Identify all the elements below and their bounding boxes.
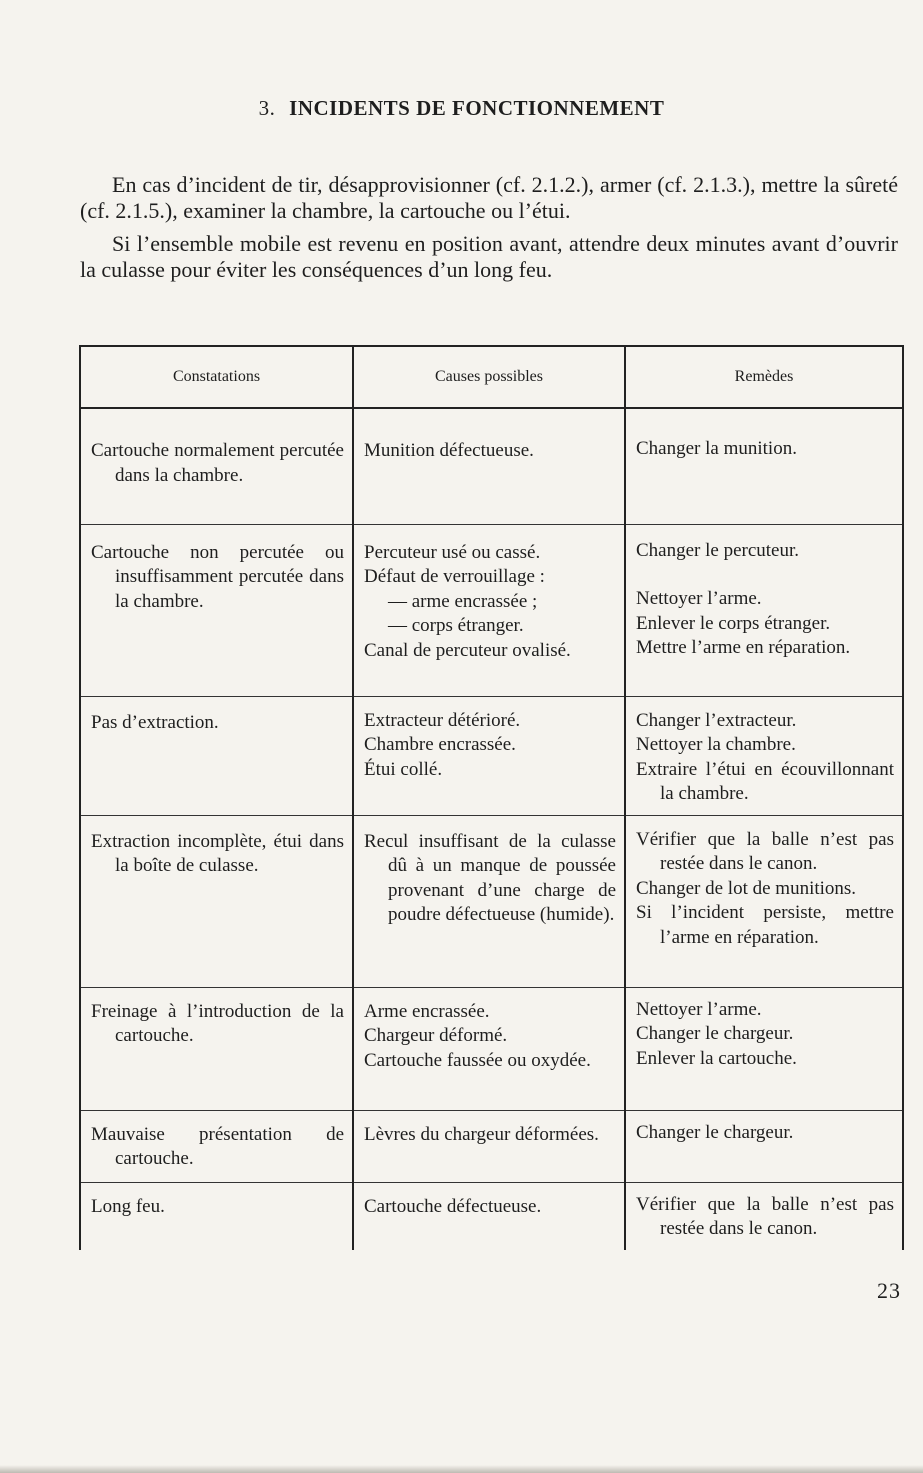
remede-item: Changer de lot de munitions. bbox=[636, 877, 857, 899]
table-header-row bbox=[80, 346, 903, 408]
remedes-cell bbox=[625, 408, 903, 524]
section-number: 3. bbox=[258, 96, 276, 120]
table-row bbox=[80, 524, 903, 696]
remede-item: Nettoyer l’arme. bbox=[636, 998, 762, 1020]
intro-text bbox=[80, 172, 898, 290]
constatation-cell bbox=[80, 524, 353, 696]
cause-subitem: — arme encrassée ; bbox=[388, 590, 538, 612]
constatation-text: Freinage à l’introduction de la cartouche. bbox=[91, 1000, 344, 1046]
table-row bbox=[80, 1182, 903, 1250]
remede-item: Vérifier que la balle n’est pas restée dans le canon. bbox=[636, 1193, 894, 1239]
remede-item: Vérifier que la balle n’est pas restée dans le canon. bbox=[636, 828, 894, 874]
constatation-text: Long feu. bbox=[91, 1195, 165, 1217]
page-bottom-edge bbox=[0, 1465, 923, 1473]
page-number: 23 bbox=[877, 1278, 901, 1303]
incidents-table-container bbox=[79, 345, 902, 1239]
constatation-cell bbox=[80, 1110, 353, 1182]
constatation-text: Cartouche normalement percutée dans la chambre. bbox=[91, 440, 344, 486]
cause-subitem: — corps étranger. bbox=[388, 615, 524, 636]
remede-item: Changer l’extracteur. bbox=[636, 709, 797, 731]
remede-item: Changer le chargeur. bbox=[636, 1023, 794, 1044]
cause-item: Extracteur détérioré. bbox=[364, 709, 521, 731]
constatation-cell bbox=[80, 1182, 353, 1250]
constatation-text: Cartouche non percutée ou insuffisamment percutée dans la chambre. bbox=[91, 541, 344, 612]
remede-item: Nettoyer la chambre. bbox=[636, 734, 796, 755]
cause-item: Percuteur usé ou cassé. bbox=[364, 541, 541, 563]
table-row bbox=[80, 815, 903, 987]
cause-item: Étui collé. bbox=[364, 758, 443, 780]
remedes-cell bbox=[625, 696, 903, 815]
constatation-cell bbox=[80, 408, 353, 524]
causes-cell bbox=[353, 524, 625, 696]
remede-item: Changer le chargeur. bbox=[636, 1121, 794, 1143]
cause-item: Canal de percuteur ovalisé. bbox=[364, 639, 571, 661]
remedes-cell bbox=[625, 1182, 903, 1250]
cause-item: Défaut de verrouillage : bbox=[364, 566, 545, 587]
remedes-cell bbox=[625, 987, 903, 1110]
causes-cell bbox=[353, 408, 625, 524]
constatation-text: Pas d’extraction. bbox=[91, 711, 219, 733]
cause-item: Cartouche faussée ou oxydée. bbox=[364, 1049, 591, 1071]
cause-item: Lèvres du chargeur déformées. bbox=[364, 1123, 599, 1145]
table-row bbox=[80, 1110, 903, 1182]
column-header-remedes: Remèdes bbox=[625, 346, 903, 408]
table-row bbox=[80, 696, 903, 815]
remede-item: Enlever le corps étranger. bbox=[636, 612, 831, 634]
remede-item: Extraire l’étui en écouvillonnant la chambre. bbox=[636, 758, 894, 804]
remede-item: Enlever la cartouche. bbox=[636, 1047, 797, 1069]
intro-paragraph: Si l’ensemble mobile est revenu en position avant, attendre deux minutes avant d’ouvrir la culasse pour éviter les conséquences d’un long feu. bbox=[80, 231, 898, 282]
constatation-cell bbox=[80, 696, 353, 815]
incidents-table bbox=[79, 345, 904, 1250]
constatation-text: Extraction incomplète, étui dans la boîte de culasse. bbox=[91, 830, 344, 876]
section-title: INCIDENTS DE FONCTIONNEMENT bbox=[289, 96, 665, 120]
constatation-cell bbox=[80, 987, 353, 1110]
table-row bbox=[80, 408, 903, 524]
remede-item: Nettoyer l’arme. bbox=[636, 588, 762, 609]
remedes-cell bbox=[625, 1110, 903, 1182]
cause-item: Chambre encrassée. bbox=[364, 734, 516, 755]
column-header-causes: Causes possibles bbox=[353, 346, 625, 408]
constatation-cell bbox=[80, 815, 353, 987]
remede-item: Changer le percuteur. bbox=[636, 539, 800, 561]
cause-item: Chargeur déformé. bbox=[364, 1025, 508, 1046]
remedes-cell bbox=[625, 815, 903, 987]
remede-item: Changer la munition. bbox=[636, 438, 797, 459]
remede-item: Mettre l’arme en réparation. bbox=[636, 637, 851, 658]
intro-paragraph: En cas d’incident de tir, désapprovisionner (cf. 2.1.2.), armer (cf. 2.1.3.), mettre la sûreté (cf. 2.1.5.), examiner la chambre, la cartouche ou l’étui. bbox=[80, 172, 898, 223]
causes-cell bbox=[353, 696, 625, 815]
table-row bbox=[80, 987, 903, 1110]
section-heading bbox=[0, 96, 923, 121]
cause-item: Munition défectueuse. bbox=[364, 440, 534, 461]
spacer bbox=[636, 563, 894, 587]
constatation-text: Mauvaise présentation de cartouche. bbox=[91, 1123, 344, 1169]
causes-cell bbox=[353, 1182, 625, 1250]
cause-item: Arme encrassée. bbox=[364, 1000, 490, 1022]
causes-cell bbox=[353, 815, 625, 987]
cause-item: Recul insuffisant de la culasse dû à un manque de poussée provenant d’une charge de poudre défectueuse (humide). bbox=[364, 830, 616, 925]
remede-item: Si l’incident persiste, mettre l’arme en réparation. bbox=[636, 902, 894, 948]
cause-item: Cartouche défectueuse. bbox=[364, 1195, 542, 1217]
causes-cell bbox=[353, 987, 625, 1110]
causes-cell bbox=[353, 1110, 625, 1182]
column-header-constatations: Constatations bbox=[80, 346, 353, 408]
remedes-cell bbox=[625, 524, 903, 696]
